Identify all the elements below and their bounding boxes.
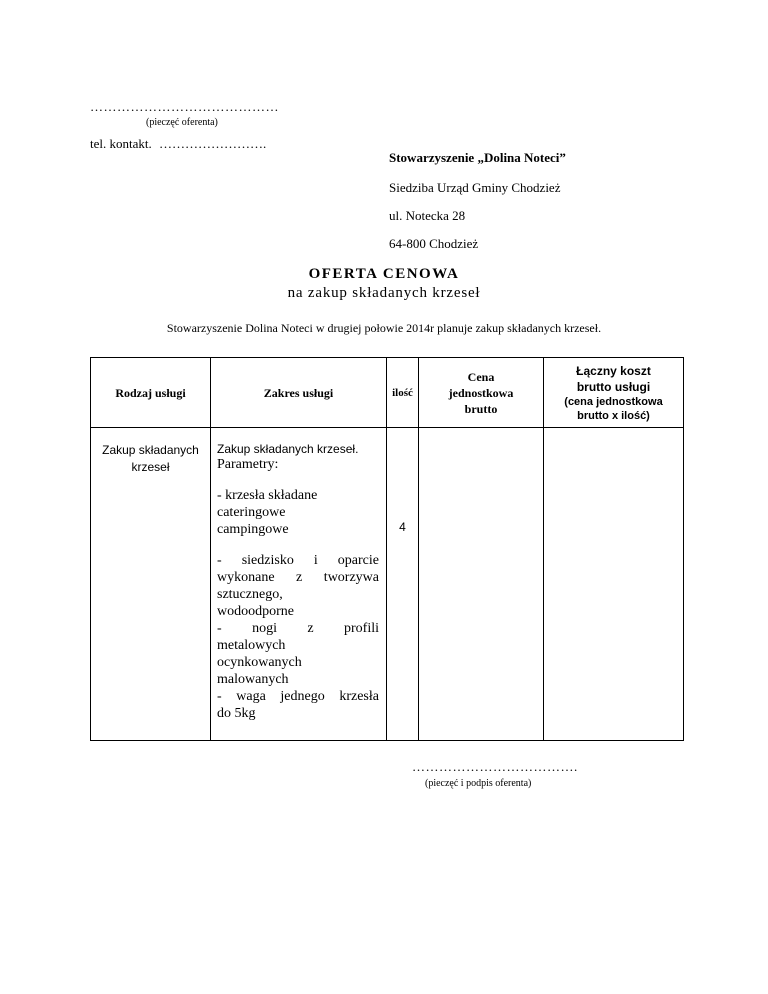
table-header-row (91, 358, 684, 428)
header-total: Łączny koszt brutto usługi (cena jednostkowa brutto x ilość) (544, 358, 684, 428)
recipient-seat: Siedziba Urząd Gminy Chodzież (389, 180, 561, 195)
cell-total[interactable] (544, 428, 684, 741)
offer-table (90, 357, 684, 741)
phone-line (90, 136, 266, 152)
document-title-block (0, 266, 768, 302)
scope-item-1: - krzesła składane cateringowe campingowe (217, 488, 318, 537)
table-row (91, 428, 684, 741)
cell-type: Zakup składanych krzeseł (91, 428, 211, 741)
recipient-street: ul. Notecka 28 (389, 208, 466, 223)
signature-label: (pieczęć i podpis oferenta) (425, 778, 532, 789)
stamp-label: (pieczęć oferenta) (146, 117, 218, 128)
scope-title: Zakup składanych krzeseł. (217, 442, 359, 456)
recipient-city: 64-800 Chodzież (389, 236, 479, 251)
stamp-dots: …………………………………… (90, 99, 279, 114)
cell-qty: 4 (387, 428, 419, 741)
scope-item-2: - siedzisko i oparcie wykonane z tworzywa sztucznego, wodoodporne - nogi z profili metalowych ocynkowanych malowanych - waga jednego krzesła do 5kg (217, 553, 379, 721)
signature-dots: ………………………………. (412, 759, 578, 774)
scope-params: Parametry: (217, 457, 279, 472)
recipient-name: Stowarzyszenie „Dolina Noteci” (389, 150, 566, 165)
cell-scope (211, 428, 387, 741)
header-qty: ilość (387, 358, 419, 428)
phone-dots: ……………………. (159, 136, 267, 151)
intro-text: Stowarzyszenie Dolina Noteci w drugiej połowie 2014r planuje zakup składanych krzeseł. (166, 321, 602, 335)
header-unit-price: Cena jednostkowa brutto (419, 358, 544, 428)
header-scope: Zakres usługi (211, 358, 387, 428)
header-type: Rodzaj usługi (91, 358, 211, 428)
phone-label: tel. kontakt. (90, 136, 152, 151)
cell-unit-price[interactable] (419, 428, 544, 741)
document-subtitle: na zakup składanych krzeseł (287, 285, 481, 301)
document-title: OFERTA CENOWA (308, 266, 460, 282)
